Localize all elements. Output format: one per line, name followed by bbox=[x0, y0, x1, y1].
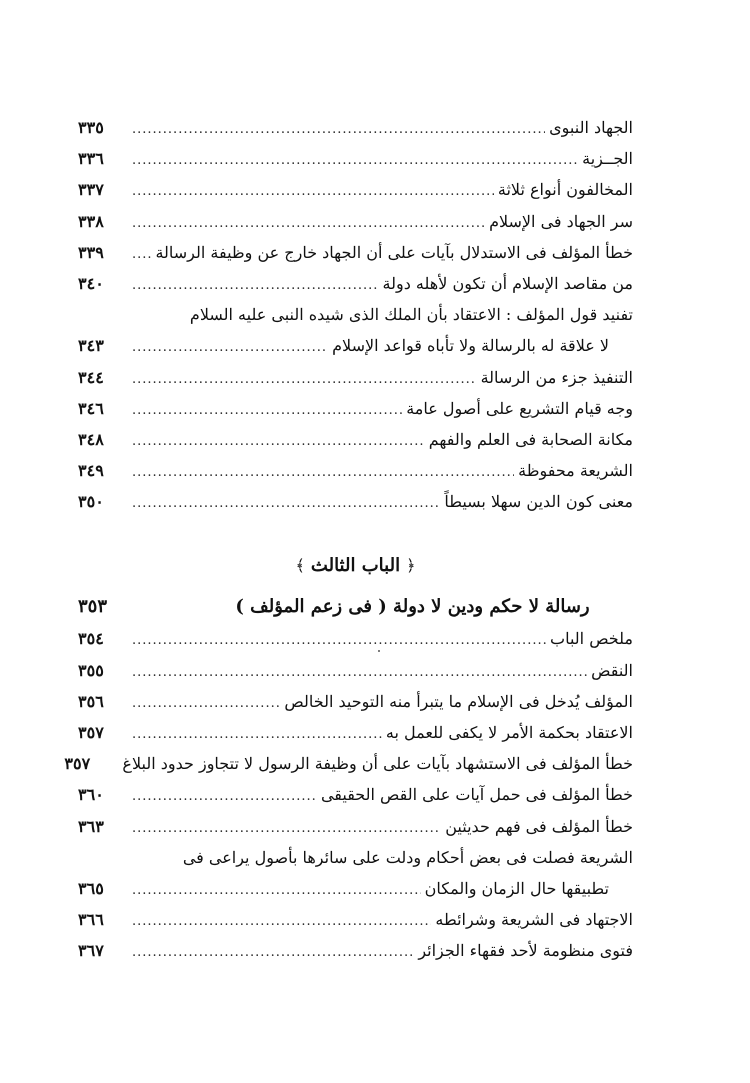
toc-entry-title: لا علاقة له بالرسالة ولا تأباه قواعد الإسلام bbox=[332, 336, 609, 356]
toc-entry-title: مكانة الصحابة فى العلم والفهم bbox=[428, 429, 633, 449]
toc-entry-title: الجهاد النبوى bbox=[549, 118, 633, 137]
toc-entry bbox=[78, 143, 633, 174]
toc-entry-page: ٣٣٦ bbox=[78, 149, 104, 169]
toc-entry bbox=[78, 112, 633, 143]
toc-entry-title: خطأ المؤلف فى حمل آيات على القص الحقيقى bbox=[320, 785, 633, 805]
toc-entry-title: المخالفون أنواع ثلاثة bbox=[497, 180, 633, 200]
toc-entry bbox=[78, 206, 633, 237]
toc-entry-page: ٣٣٥ bbox=[78, 118, 104, 137]
ornament-left-icon: ﴾ bbox=[295, 556, 305, 576]
toc-entry-page: ٣٥٧ bbox=[64, 754, 91, 774]
toc-entry-title: الشريعة فصلت فى بعض أحكام ودلت على سائرها بأصول يراعى فى bbox=[182, 847, 633, 867]
toc-entry-page: ٣٦٥ bbox=[78, 878, 104, 898]
toc-entry bbox=[64, 748, 633, 779]
toc-entry bbox=[78, 174, 633, 205]
toc-entry-title: فتوى منظومة لأحد فقهاء الجزائر bbox=[418, 941, 633, 961]
toc-entry-page: ٣٦٠ bbox=[78, 785, 104, 805]
toc-entry bbox=[78, 330, 633, 361]
toc-entry bbox=[78, 686, 633, 717]
leader-dots bbox=[132, 625, 546, 656]
chapter-label-text: الباب الثالث bbox=[310, 555, 401, 577]
toc-entry bbox=[78, 362, 633, 393]
toc-entry bbox=[78, 393, 633, 424]
toc-entry-title: النقض bbox=[591, 660, 633, 680]
toc-entry-page: ٣٥٧ bbox=[78, 723, 104, 742]
leader-dots bbox=[132, 688, 280, 719]
leader-dots bbox=[132, 270, 379, 301]
print-speck bbox=[378, 650, 380, 652]
toc-entry-page: ٣٦٣ bbox=[78, 816, 104, 836]
toc-entry bbox=[78, 455, 633, 486]
toc-entry-title: الاعتقاد بحكمة الأمر لا يكفى للعمل به bbox=[385, 723, 633, 742]
toc-entry-page: ٣٥٠ bbox=[78, 492, 104, 512]
toc-entry-title: سر الجهاد فى الإسلام bbox=[489, 211, 633, 231]
toc-entry bbox=[78, 717, 633, 748]
toc-entry-title: التنفيذ جزء من الرسالة bbox=[480, 367, 633, 387]
leader-dots bbox=[132, 457, 514, 488]
toc-entry-title: من مقاصد الإسلام أن تكون لأهله دولة bbox=[382, 273, 633, 293]
ornament-right-icon: ﴿ bbox=[406, 556, 416, 576]
chapter-heading-page: ٣٥٣ bbox=[78, 596, 108, 618]
toc-entry-page: ٣٦٦ bbox=[78, 910, 104, 930]
toc-entry-page: ٣٣٧ bbox=[78, 180, 104, 200]
toc-entry-title: خطأ المؤلف فى فهم حديثين bbox=[445, 816, 633, 836]
toc-entry-title: الجــزية bbox=[582, 149, 633, 169]
leader-dots bbox=[132, 395, 402, 426]
leader-dots bbox=[132, 906, 431, 937]
toc-entry-title: الشريعة محفوظة bbox=[518, 461, 633, 481]
toc-entry-title: تطبيقها حال الزمان والمكان bbox=[424, 878, 609, 898]
toc-entry-title: المؤلف يُدخل فى الإسلام ما يتبرأ منه التوحيد الخالص bbox=[284, 691, 633, 711]
toc-entry-title: خطأ المؤلف فى الاستشهاد بآيات على أن وظيفة الرسول لا تتجاوز حدود البلاغ bbox=[122, 754, 633, 774]
toc-entry-title: خطأ المؤلف فى الاستدلال بآيات على أن الجهاد خارج عن وظيفة الرسالة bbox=[155, 242, 633, 262]
toc-entry bbox=[78, 873, 633, 904]
toc-entry-title: وجه قيام التشريع على أصول عامة bbox=[406, 398, 633, 418]
toc-entry-page: ٣٣٨ bbox=[78, 211, 104, 231]
toc-entry-page: ٣٣٩ bbox=[78, 242, 104, 262]
leader-dots bbox=[132, 875, 421, 906]
leader-dots bbox=[132, 426, 425, 457]
toc-entry bbox=[78, 486, 633, 517]
table-of-contents bbox=[64, 112, 633, 967]
chapter-heading-title: رسالة لا حكم ودين لا دولة ( فى زعم المؤلف ) bbox=[235, 596, 590, 618]
toc-entry-page: ٣٥٦ bbox=[78, 691, 104, 711]
toc-entry bbox=[78, 904, 633, 935]
toc-entry-title: تفنيد قول المؤلف : الاعتقاد بأن الملك الذى شيده النبى عليه السلام bbox=[189, 305, 633, 325]
toc-entry bbox=[78, 268, 633, 299]
leader-dots bbox=[132, 364, 477, 395]
toc-entry bbox=[78, 623, 633, 654]
chapter-label bbox=[78, 555, 633, 576]
toc-entry-continued bbox=[78, 299, 633, 330]
leader-dots bbox=[132, 719, 382, 750]
toc-entry bbox=[78, 655, 633, 686]
toc-entry-continued bbox=[78, 842, 633, 873]
toc-entry-title: معنى كون الدين سهلا بسيطاً bbox=[444, 492, 633, 512]
toc-entry bbox=[78, 811, 633, 842]
leader-dots bbox=[132, 208, 485, 239]
toc-entry-title: الاجتهاد فى الشريعة وشرائطه bbox=[435, 910, 633, 930]
toc-entry bbox=[78, 779, 633, 810]
leader-dots bbox=[132, 781, 317, 812]
toc-entry-page: ٣٤٠ bbox=[78, 273, 104, 293]
toc-entry-page: ٣٤٣ bbox=[78, 336, 104, 356]
toc-entry-page: ٣٤٩ bbox=[78, 461, 104, 481]
chapter-title bbox=[78, 517, 633, 591]
leader-dots bbox=[132, 937, 414, 968]
leader-dots bbox=[132, 488, 440, 519]
toc-entry-page: ٣٤٦ bbox=[78, 398, 104, 418]
leader-dots bbox=[132, 813, 441, 844]
toc-entry bbox=[78, 237, 633, 268]
leader-dots bbox=[132, 239, 151, 270]
leader-dots bbox=[132, 657, 587, 688]
toc-entry-title: ملخص الباب bbox=[550, 629, 633, 649]
toc-entry-page: ٣٤٨ bbox=[78, 429, 104, 449]
leader-dots bbox=[132, 145, 578, 176]
leader-dots bbox=[132, 114, 545, 145]
toc-entry bbox=[78, 935, 633, 966]
toc-entry-page: ٣٦٧ bbox=[78, 941, 104, 961]
toc-entry bbox=[78, 424, 633, 455]
leader-dots bbox=[132, 332, 328, 363]
chapter-heading bbox=[78, 591, 633, 623]
toc-entry-page: ٣٥٥ bbox=[78, 660, 104, 680]
toc-entry-page: ٣٥٤ bbox=[78, 629, 104, 649]
leader-dots bbox=[132, 176, 494, 207]
toc-entry-page: ٣٤٤ bbox=[78, 367, 104, 387]
